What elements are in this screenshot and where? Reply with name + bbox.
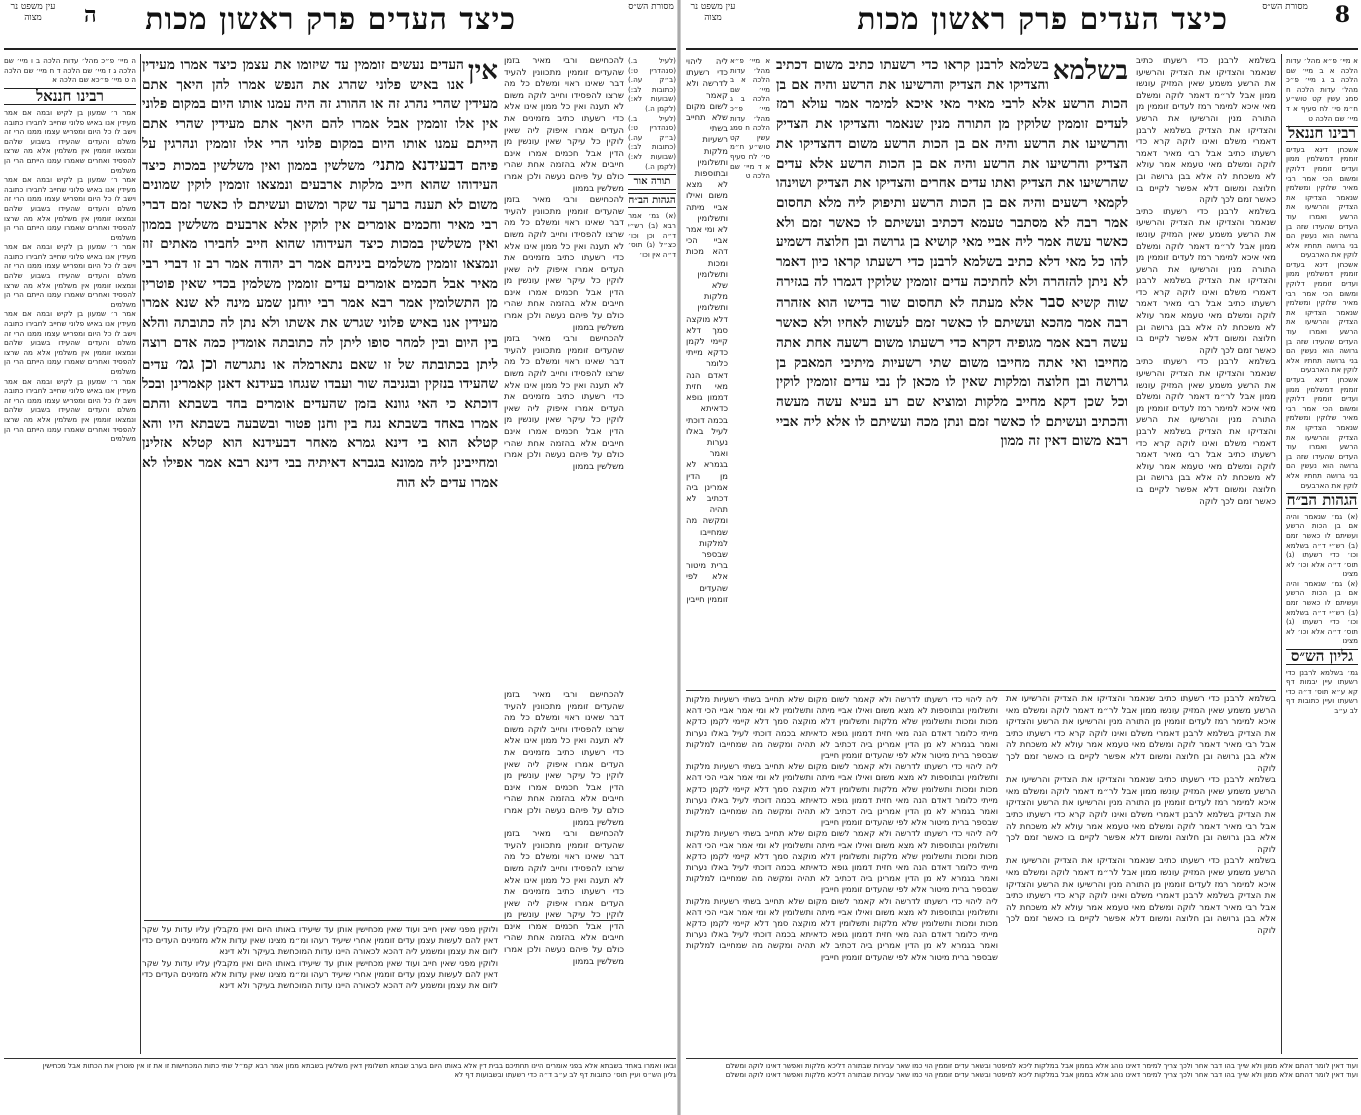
left-bottom-text: ובאו ואמרו באחד בשבתא אלא בפני אומרים היינו תחתיכם בבית דין אלא באותו היום בערב שבתא תשלומין דאין משלשין בשבתא ממון אמר רבא קמ״ל שתי כתות המכחישות זו את זו אין פוטרין את הכתות אבל מכחישין (42, 1062, 676, 1070)
left-gemara-column (142, 56, 498, 916)
gemara-opening-word: בשלמא (1052, 56, 1128, 86)
right-margin-divider (1281, 54, 1282, 1054)
tosafot-lower-column (686, 694, 998, 1074)
gemara-sevara-word: סבר (1040, 292, 1065, 312)
rashi-column (1136, 56, 1276, 686)
masoret-refs: א מיי׳ פ״א מהל׳ עדות הלכה א ב מיי׳ שם הלכה ב ג מיי׳ פ״כ מהל׳ עדות הלכה ח סמג עשין קט טוש״ע ח״מ סי׳ לח סעיף א ד מיי׳ שם הלכה ט (730, 56, 770, 181)
tosafot-lower-text: ליה ליהוי כדי רשעתו לדרשה ולא קאמר לשום מקום שלא תחייב בשתי רשעיות מלקות ותשלומין ובתוספות לא מצא משום ואילו אביי מיתה ותשלומין לא ומי אמר אביי הכי דהא מכות ומכות ותשלומין שלא מלקות ותשלומין דלא מוקצה סמך דלא קיימי לקמן כדקא מייתי כלומר דאדם הנה מאי חזית דממון גופא כדאיתא בכמה דוכתי לעיל באלו נערות ואמר בגמרא לא מן הדין אמרינן ביה דכתיב לא תהיה ומקשה מה שמחייבו למלקות שבספר ברית מיטור אלא לפי שהעדים זוממין חייבין (686, 694, 998, 761)
right-header-title: כיצד העדים פרק ראשון מכות (857, 2, 1228, 37)
left-margin-divider (140, 54, 141, 1054)
right-header-ein-mishpat: עין משפט נר מצוה (690, 2, 736, 23)
left-masoret-column (628, 56, 676, 686)
left-rashi-text: להכחישם ורבי מאיר בזמן שהעדים זוממין מתכוונין להעיד דבר שאינו ראוי ומשלם כל מה שרצו להפסידו וחייב לוקה משום לא תענה ואין כל ממון אינו אלא כדי רשעתו כתיב מזמינים את העדים אמרו איפוק ליה שאין לוקין כל עיקר שאין עונשין מן הדין אבל חכמים אמרו אינם חייבים אלא בהזמה אחת שהרי כולם על פיהם נעשה ולכן אמרו משלשין בממון (504, 56, 624, 194)
left-torah-ohr: תורה אור (628, 174, 676, 190)
mishnah-label: מתני׳ (372, 154, 405, 174)
left-rabbeinu-chananel-text-cont: אמר ר׳ שמעון בן לקיש ובמה אם אמר מעידין אנו באיש פלוני שחייב לחבירו כתובה וישב לו כל היום ומפריש עצמו ממנו הרי זה משלם והעדים שהעידו בשבוע שלהם ונמצאו זוממין אין משלמין אלא מה שרצו להפסיד ואחרים שאמרו עמנו הייתם הרי הן משלמים (4, 175, 136, 242)
rashi-lower-text-cont2: בשלמא לרבנן כדי רשעתו כתיב שנאמר והצדיקו את הצדיק והרשיעו את הרשע משמע שאין המזיק עונשו ממון אבל לר״מ דאמר לוקה ומשלם מאי איכא למימר רמז לעדים זוממין מן התורה מנין והרשיעו את הרשע והצדיקו את הצדיק בשלמא לרבנן דאמרי משלם ואינו לוקה קרא כדי רשעתו כתיב אבל רבי מאיר דאמר לוקה ומשלם מאי טעמא אמר עולא לא משכחת לה אלא בבן גרושה ובן חלוצה ומשום דלא אפשר לקיים בו כאשר זמם לכך לוקה (1006, 856, 1276, 936)
ein-mishpat-text: א מיי׳ פ״א מהל׳ עדות הלכה א ב מיי׳ שם הלכה ב ג מיי׳ פ״כ מהל׳ עדות הלכה ח סמג עשין קט טוש״ע ח״מ סי׳ לח סעיף א ד מיי׳ שם הלכה ט (1286, 56, 1358, 123)
mishnah-opening-word: אין (467, 56, 498, 86)
rashi-text: בשלמא לרבנן כדי רשעתו כתיב שנאמר והצדיקו את הצדיק והרשיעו את הרשע משמע שאין המזיק עונשו ממון אבל לר״מ דאמר לוקה ומשלם מאי איכא למימר רמז לעדים זוממין מן התורה מנין והרשיעו את הרשע והצדיקו את הצדיק בשלמא לרבנן דאמרי משלם ואינו לוקה קרא כדי רשעתו כתיב אבל רבי מאיר דאמר לוקה ומשלם מאי טעמא אמר עולא לא משכחת לה אלא בבן גרושה ובן חלוצה ומשום דלא אפשר לקיים בו כאשר זמם לכך לוקה (1136, 56, 1276, 206)
left-ein-mishpat: ה מיי׳ פ״כ מהל׳ עדות הלכה ב ו מיי׳ שם הלכה ג ז מיי׳ שם הלכה ד ח מיי׳ שם הלכה ה ט מיי׳ פ״כא שם הלכה א (4, 56, 136, 85)
rashi-lower-text-cont: בשלמא לרבנן כדי רשעתו כתיב שנאמר והצדיקו את הצדיק והרשיעו את הרשע משמע שאין המזיק עונשו ממון אבל לר״מ דאמר לוקה ומשלם מאי איכא למימר רמז לעדים זוממין מן התורה מנין והרשיעו את הרשע והצדיקו את הצדיק בשלמא לרבנן דאמרי משלם ואינו לוקה קרא כדי רשעתו כתיב אבל רבי מאיר דאמר לוקה ומשלם מאי טעמא אמר עולא לא משכחת לה אלא בבן גרושה ובן חלוצה ומשום דלא אפשר לקיים בו כאשר זמם לכך לוקה (1006, 775, 1276, 855)
left-masoret-refs: (לעיל ב.) (סנהדרין ט:) (ב״ק עה.) (כתובות לב:) (שבועות לא:) (לקמן ה.) (628, 56, 676, 113)
rashi-text-cont2: בשלמא לרבנן כדי רשעתו כתיב שנאמר והצדיקו את הצדיק והרשיעו את הרשע משמע שאין המזיק עונשו ממון אבל לר״מ דאמר לוקה ומשלם מאי איכא למימר רמז לעדים זוממין מן התורה מנין והרשיעו את הרשע והצדיקו את הצדיק בשלמא לרבנן דאמרי משלם ואינו לוקה קרא כדי רשעתו כתיב אבל רבי מאיר דאמר לוקה ומשלם מאי טעמא אמר עולא לא משכחת לה אלא בבן גרושה ובן חלוצה ומשום דלא אפשר לקיים בו כאשר זמם לכך לוקה (1136, 357, 1276, 507)
right-margin-column (1286, 56, 1358, 1056)
bottom-divider (686, 1058, 1358, 1059)
bottom-notes-text-cont: ועוד דאין לומר דהתם אלא ממון ולא שייך בהו דבר אחר ולכך צריך למימר דאינו נוהג אלא בממון אבל במלקות ליכא למיפטר ובשאר עדים זוממין הוי כמו שאר עבירות שבתורה דליכא מלקות ואפשר דאינו לוקה ומשלם (725, 1071, 1358, 1080)
rashi-text-cont: בשלמא לרבנן כדי רשעתו כתיב שנאמר והצדיקו את הצדיק והרשיעו את הרשע משמע שאין המזיק עונשו ממון אבל לר״מ דאמר לוקה ומשלם מאי איכא למימר רמז לעדים זוממין מן התורה מנין והרשיעו את הרשע והצדיקו את הצדיק בשלמא לרבנן דאמרי משלם ואינו לוקה קרא כדי רשעתו כתיב אבל רבי מאיר דאמר לוקה ומשלם מאי טעמא אמר עולא לא משכחת לה אלא בבן גרושה ובן חלוצה ומשום דלא אפשר לקיים בו כאשר זמם לכך לוקה (1136, 206, 1276, 356)
left-rashi-column (504, 56, 624, 686)
right-header-rule (686, 48, 1358, 50)
gemara-column (776, 56, 1128, 686)
left-tosafot-text-cont: ולוקין מפני שאין חייב ועוד שאין מכחישין אותן עד שיעידו באותו היום ואין מקבלין עליו עדות על שקר דאין להם לעשות עצמן עדים זוממין אחרי שיעיד רעהו ומ״מ מצינו שאין עדות אלא מזמינים העדים כדי לזום את עצמן ומשמע ליה דהכא לכאורה היינו עדות המוכחשת בעיקר ולא דינא (142, 957, 498, 991)
left-rabbeinu-chananel-text-cont4: אמר ר׳ שמעון בן לקיש ובמה אם אמר מעידין אנו באיש פלוני שחייב לחבירו כתובה וישב לו כל היום ומפריש עצמו ממנו הרי זה משלם והעדים שהעידו בשבוע שלהם ונמצאו זוממין אין משלמין אלא מה שרצו להפסיד ואחרים שאמרו עמנו הייתם הרי הן משלמים (4, 376, 136, 444)
left-rabbeinu-chananel-text-cont3: אמר ר׳ שמעון בן לקיש ובמה אם אמר מעידין אנו באיש פלוני שחייב לחבירו כתובה וישב לו כל היום ומפריש עצמו ממנו הרי זה משלם והעדים שהעידו בשבוע שלהם ונמצאו זוממין אין משלמין אלא מה שרצו להפסיד ואחרים שאמרו עמנו הייתם הרי הן משלמים (4, 309, 136, 377)
hagahot-title: הגהות הב״ח (1286, 491, 1358, 510)
rabbeinu-chananel-text: אשכחן דינא בעדים זוממין דמשלמין ממון ועדים זוממין דלוקין ומשום הכי אמר רבי מאיר שלוקין ומשלמין שנאמר הצדיקו את הצדיק והרשיעו את הרשע ואמרו עוד העדים שהעידו שזה בן גרושה הוא נעשין הם בני גרושה תחתיו אלא לוקין את הארבעים (1286, 144, 1358, 260)
left-rashi-lower-text-cont: להכחישם ורבי מאיר בזמן שהעדים זוממין מתכוונין להעיד דבר שאינו ראוי ומשלם כל מה שרצו להפסידו וחייב לוקה משום לא תענה ואין כל ממון אינו אלא כדי רשעתו כתיב מזמינים את העדים אמרו איפוק ליה שאין לוקין כל עיקר שאין עונשין מן הדין אבל חכמים אמרו אינם חייבים אלא בהזמה אחת שהרי כולם על פיהם נעשה ולכן אמרו משלשין בממון (504, 829, 624, 967)
left-tosafot-lower (142, 924, 498, 1044)
dvaidna-word: דבעידנא (411, 154, 464, 174)
page-number: 8 (1334, 2, 1350, 28)
left-header-masoret: מסורת הש״ס (628, 2, 674, 12)
page-letter: ה (84, 2, 97, 28)
rabbeinu-chananel-text-cont: אשכחן דינא בעדים זוממין דמשלמין ממון ועדים זוממין דלוקין ומשום הכי אמר רבי מאיר שלוקין ומשלמין שנאמר הצדיקו את הצדיק והרשיעו את הרשע ואמרו עוד העדים שהעידו שזה בן גרושה הוא נעשין הם בני גרושה תחתיו אלא לוקין את הארבעים (1286, 259, 1358, 375)
left-header-rule (4, 48, 676, 50)
tosafot-lower-text-cont: ליה ליהוי כדי רשעתו לדרשה ולא קאמר לשום מקום שלא תחייב בשתי רשעיות מלקות ותשלומין ובתוספות לא מצא משום ואילו אביי מיתה ותשלומין לא ומי אמר אביי הכי דהא מכות ומכות ותשלומין שלא מלקות ותשלומין דלא מוקצה סמך דלא קיימי לקמן כדקא מייתי כלומר דאדם הנה מאי חזית דממון גופא כדאיתא בכמה דוכתי לעיל באלו נערות ואמר בגמרא לא מן הדין אמרינן ביה דכתיב לא תהיה ומקשה מה שמחייבו למלקות שבספר ברית מיטור אלא לפי שהעדים זוממין חייבין (686, 761, 998, 828)
left-tosafot-text: ולוקין מפני שאין חייב ועוד שאין מכחישין אותן עד שיעידו באותו היום ואין מקבלין עליו עדות על שקר דאין להם לעשות עצמן עדים זוממין אחרי שיעיד רעהו ומ״מ מצינו שאין עדות אלא מזמינים העדים כדי לזום את עצמן ומשמע ליה דהכא לכאורה היינו עדות המוכחשת בעיקר ולא דינא (142, 924, 498, 957)
left-rashi-text-cont2: להכחישם ורבי מאיר בזמן שהעדים זוממין מתכוונין להעיד דבר שאינו ראוי ומשלם כל מה שרצו להפסידו וחייב לוקה משום לא תענה ואין כל ממון אינו אלא כדי רשעתו כתיב מזמינים את העדים אמרו איפוק ליה שאין לוקין כל עיקר שאין עונשין מן הדין אבל חכמים אמרו אינם חייבים אלא בהזמה אחת שהרי כולם על פיהם נעשה ולכן אמרו משלשין בממון (504, 334, 624, 472)
gilyon-text: גמ׳ בשלמא לרבנן כדי רשעתו עיין יבמות דף קא ע״א תוס׳ ד״ה כדי רשעתו ועיין כתובות דף לב ע״ב (1286, 667, 1358, 715)
left-hagahot-title: הגהות הב״ח (628, 193, 676, 209)
left-header-ein-mishpat: עין משפט נר מצוה (10, 2, 56, 23)
rabbeinu-chananel-text-cont2: אשכחן דינא בעדים זוממין דמשלמין ממון ועדים זוממין דלוקין ומשום הכי אמר רבי מאיר שלוקין ומשלמין שנאמר הצדיקו את הצדיק והרשיעו את הרשע ואמרו עוד העדים שהעידו שזה בן גרושה הוא נעשין הם בני גרושה תחתיו אלא לוקין את הארבעים (1286, 375, 1358, 490)
gemara-text-2: אלא מעתה לא תחסום שור בדישו הוא אזהרה רבה אמר מהכא ועשיתם לו כאשר זמם לעשות לאחיו ולא כאשר עשה רבא אמר מגופיה דקרא כדי רשעתו משום רשעה אחת אתה מחייבו ואי אתה מחייבו משום שתי רשעיות מיתיבי המאבק בן גרושה ובן חלוצה ומלקות שאין לו מכאן לן נבי עדים זוממין לוקין וכל שכן דקא מחייב מלקות ומוציא שם רע בעיא עשה מעשה והכתיב ועשיתם לו כאשר זמם ונתן מכה ועשיתם לו אלא ליה אביי רבא משום דאין זה ממון (776, 295, 1128, 450)
bottom-notes-text: ועוד דאין לומר דהתם אלא ממון ולא שייך בהו דבר אחר ולכך צריך למימר דאינו נוהג אלא בממון אבל במלקות ליכא למיפטר ובשאר עדים זוממין הוי כמו שאר עבירות שבתורה דליכא מלקות ואפשר דאינו לוקה ומשלם (725, 1062, 1358, 1070)
left-rabbeinu-chananel-text-cont2: אמר ר׳ שמעון בן לקיש ובמה אם אמר מעידין אנו באיש פלוני שחייב לחבירו כתובה וישב לו כל היום ומפריש עצמו ממנו הרי זה משלם והעדים שהעידו בשבוע שלהם ונמצאו זוממין אין משלמין אלא מה שרצו להפסיד ואחרים שאמרו עמנו הייתם הרי הן משלמים (4, 242, 136, 309)
left-masoret-refs-cont: (לעיל ב.) (סנהדרין ט:) (ב״ק עה.) (כתובות לב:) (שבועות לא:) (לקמן ה.) (628, 113, 676, 171)
right-page (686, 0, 1358, 1115)
mishnah-text: העדים נעשים זוממין עד שיזומו את עצמן כיצד אמרו מעידין אנו באיש פלוני שהרג את הנפש אמרו להן היאך אתם מעידין שהרי נהרג זה או ההורג זה היה עמנו אותו היום במקום פלוני אין אלו זוממין אבל אמרו להם היאך אתם מעידין שהרי אתם הייתם עמנו אותו היום במקום פלוני הרי אלו זוממין ונהרגין על פיהם (142, 57, 498, 174)
left-outer-margin (4, 56, 136, 1056)
gemara-text-left-2: עדים שהעידו בנזקין ובגניבה שור ועבדו שנגחו בעידנא דאנן קאמרינן ובכל דוכתא כי האי גוונא בזמן שהעדים אומרים בחד בשבתא והתם אמרו באחד בשבתא נגח בין וחנן פטור ובשבעה בשבתא היו והא קטלא הוא בי דינא גמרא מאחר דבעידנא הוא קטלא אזלינן ומחייבינן ליה ממונא בגברא דאיתיה בבי דינא רבא אמר אפילו לא אמרו עדים לא הוה (142, 356, 498, 491)
left-rashi-text-cont: להכחישם ורבי מאיר בזמן שהעדים זוממין מתכוונין להעיד דבר שאינו ראוי ומשלם כל מה שרצו להפסידו וחייב לוקה משום לא תענה ואין כל ממון אינו אלא כדי רשעתו כתיב מזמינים את העדים אמרו איפוק ליה שאין לוקין כל עיקר שאין עונשין מן הדין אבל חכמים אמרו אינם חייבים אלא בהזמה אחת שהרי כולם על פיהם נעשה ולכן אמרו משלשין בממון (504, 195, 624, 333)
gilyon-title: גליון הש״ס (1286, 649, 1358, 665)
rashi-lower-column (1006, 694, 1276, 1074)
hagahot-text-cont: (א) גמ׳ שנאמר והיה אם בן הכות הרשע ועשיתם לו כאשר זמם (ב) רש״י ד״ה בשלמא וכו׳ כדי רשעתו (ג) תוס׳ ד״ה אלא וכו׳ לא מצינו (1286, 578, 1358, 646)
lower-divider (686, 690, 1276, 691)
masoret-column (730, 56, 770, 686)
tosafot-column (686, 56, 728, 686)
left-header (4, 0, 676, 52)
rashi-lower-text: בשלמא לרבנן כדי רשעתו כתיב שנאמר והצדיקו את הצדיק והרשיעו את הרשע משמע שאין המזיק עונשו ממון אבל לר״מ דאמר לוקה ומשלם מאי איכא למימר רמז לעדים זוממין מן התורה מנין והרשיעו את הרשע והצדיקו את הצדיק בשלמא לרבנן דאמרי משלם ואינו לוקה קרא כדי רשעתו כתיב אבל רבי מאיר דאמר לוקה ומשלם מאי טעמא אמר עולא לא משכחת לה אלא בבן גרושה ובן חלוצה ומשום דלא אפשר לקיים בו כאשר זמם לכך לוקה (1006, 694, 1276, 774)
left-rabbeinu-chananel-text: אמר ר׳ שמעון בן לקיש ובמה אם אמר מעידין אנו באיש פלוני שחייב לחבירו כתובה וישב לו כל היום ומפריש עצמו ממנו הרי זה משלם והעדים שהעידו בשבוע שלהם ונמצאו זוממין אין משלמין אלא מה שרצו להפסיד ואחרים שאמרו עמנו הייתם הרי הן משלמים (4, 107, 136, 175)
left-rabbeinu-chananel-title: רבינו חננאל (4, 88, 136, 105)
right-header-masoret: מסורת הש״ס (1262, 2, 1308, 12)
right-header (686, 0, 1358, 52)
left-rashi-lower (504, 690, 624, 1040)
left-header-title: כיצד העדים פרק ראשון מכות (145, 2, 516, 37)
gemara-text-left: משלשין בממון ואין משלשין במכות כיצד העידוהו שהוא חייב מלקות ארבעים ונמצאו זוממין לוקין שמונים משום לא תענה ברעך עד שקר ומשום ועשיתם לו כאשר זמם דברי רבי מאיר וחכמים אומרים אין לוקין אלא ארבעים משלשין בממון ואין משלשין במכות כיצד העידוהו שהוא חייב לחבירו מאתים זוז ונמצאו זוממין משלמים ביניהם אמר רב יהודה אמר רב זו דברי רבי מאיר אבל חכמים אומרים עדים זוממין משלמין בכדי שאין פוטרין מן התשלומין אמר רבא אמר רבי יוחנן שמע מינה לא שנא אמרו מעידין אנו באיש פלוני שגרש את אשתו ולא נתן לה כתובתה והלא בין היום ובין למחר סופו ליתן לה כתובתה אומדין כמה אדם רוצה ליתן בכתובתה של זו שאם נתארמלה או נתגרשה (142, 157, 498, 373)
left-bottom-notes (4, 1062, 676, 1114)
book-gutter (677, 0, 681, 1115)
left-bottom-divider (4, 1058, 676, 1059)
bottom-notes (686, 1062, 1358, 1114)
vechein-word: וכן (201, 353, 218, 373)
left-rashi-lower-text: להכחישם ורבי מאיר בזמן שהעדים זוממין מתכוונין להעיד דבר שאינו ראוי ומשלם כל מה שרצו להפסידו וחייב לוקה משום לא תענה ואין כל ממון אינו אלא כדי רשעתו כתיב מזמינים את העדים אמרו איפוק ליה שאין לוקין כל עיקר שאין עונשין מן הדין אבל חכמים אמרו אינם חייבים אלא בהזמה אחת שהרי כולם על פיהם נעשה ולכן אמרו משלשין בממון (504, 690, 624, 828)
left-gilyon-text: גליון הש״ס ועיין תוס׳ כתובות דף לב ע״ב ד״ה כדי רשעתו ובשבועות דף לא (454, 1071, 676, 1080)
gemara-label: גמ׳ (175, 353, 194, 373)
rabbeinu-chananel-title: רבינו חננאל (1286, 126, 1358, 142)
hagahot-text: (א) גמ׳ שנאמר והיה אם בן הכות הרשע ועשיתם לו כאשר זמם (ב) רש״י ד״ה בשלמא וכו׳ כדי רשעתו (ג) תוס׳ ד״ה אלא וכו׳ לא מצינו (1286, 511, 1358, 579)
tosafot-lower-text-cont2: ליה ליהוי כדי רשעתו לדרשה ולא קאמר לשום מקום שלא תחייב בשתי רשעיות מלקות ותשלומין ובתוספות לא מצא משום ואילו אביי מיתה ותשלומין לא ומי אמר אביי הכי דהא מכות ומכות ותשלומין שלא מלקות ותשלומין דלא מוקצה סמך דלא קיימי לקמן כדקא מייתי כלומר דאדם הנה מאי חזית דממון גופא כדאיתא בכמה דוכתי לעיל באלו נערות ואמר בגמרא לא מן הדין אמרינן ביה דכתיב לא תהיה ומקשה מה שמחייבו למלקות שבספר ברית מיטור אלא לפי שהעדים זוממין חייבין (686, 828, 998, 895)
tosafot-lower-text-cont3: ליה ליהוי כדי רשעתו לדרשה ולא קאמר לשום מקום שלא תחייב בשתי רשעיות מלקות ותשלומין ובתוספות לא מצא משום ואילו אביי מיתה ותשלומין לא ומי אמר אביי הכי דהא מכות ומכות ותשלומין שלא מלקות ותשלומין דלא מוקצה סמך דלא קיימי לקמן כדקא מייתי כלומר דאדם הנה מאי חזית דממון גופא כדאיתא בכמה דוכתי לעיל באלו נערות ואמר בגמרא לא מן הדין אמרינן ביה דכתיב לא תהיה ומקשה מה שמחייבו למלקות שבספר ברית מיטור אלא לפי שהעדים זוממין חייבין (686, 895, 998, 962)
left-hagahot-text: (א) גמ׳ אמר רבא (ב) רש״י ד״ה וכן וכו׳ כצ״ל (ג) תוס׳ ד״ה אין וכו׳ (628, 211, 676, 259)
tosafot-text: ליה ליהוי כדי רשעתו לדרשה ולא קאמר לשום מקום שלא תחייב בשתי רשעיות מלקות ותשלומין ובתוספות לא מצא משום ואילו אביי מיתה ותשלומין לא ומי אמר אביי הכי דהא מכות ומכות ותשלומין שלא מלקות ותשלומין דלא מוקצה סמך דלא קיימי לקמן כדקא מייתי כלומר דאדם הנה מאי חזית דממון גופא כדאיתא בכמה דוכתי לעיל באלו נערות ואמר בגמרא לא מן הדין אמרינן ביה דכתיב לא תהיה ומקשה מה שמחייבו למלקות שבספר ברית מיטור אלא לפי שהעדים זוממין חייבין (686, 56, 728, 604)
gemara-text: בשלמא לרבנן קראו כדי רשעתו כתיב משום דכתיב והצדיקו את הצדיק והרשיעו את הרשע והיה אם בן הכות הרשע אלא לרבי מאיר מאי איכא למימר אמר עולא רמז לעדים זוממין שלוקין מן התורה מנין שנאמר והצדיקו את הצדיק והרשיעו את הרשע והיה אם בן הכות הרשע משום דהצדיקו את הצדיק והרשיעו את הרשע והיה אם בן הכות הרשע אלא עדים שהרשיעו את הצדיק ואתו עדים אחרים והצדיקו את הצדיק ושוינהו לקמאי רשעים והיה אם בן הכות הרשע ותיפוק ליה מלא תחסום אמר רבה לא מסתבר טעמא דכתיב ועשיתם לו כאשר זמם ולא כאשר עשה אמר ליה אביי מאי קושיא בן גרושה ובן חלוצה דשמיע להו כל מאי דלא כתיב בשלמא לרבנן כדי רשעתו קראו כיון דאמר לא ניתן להזהרה ולא לחתיכה עדים זוממין שלוקין דגמרו לה בגזירה שוה קשיא (776, 57, 1128, 312)
left-page (4, 0, 676, 1115)
